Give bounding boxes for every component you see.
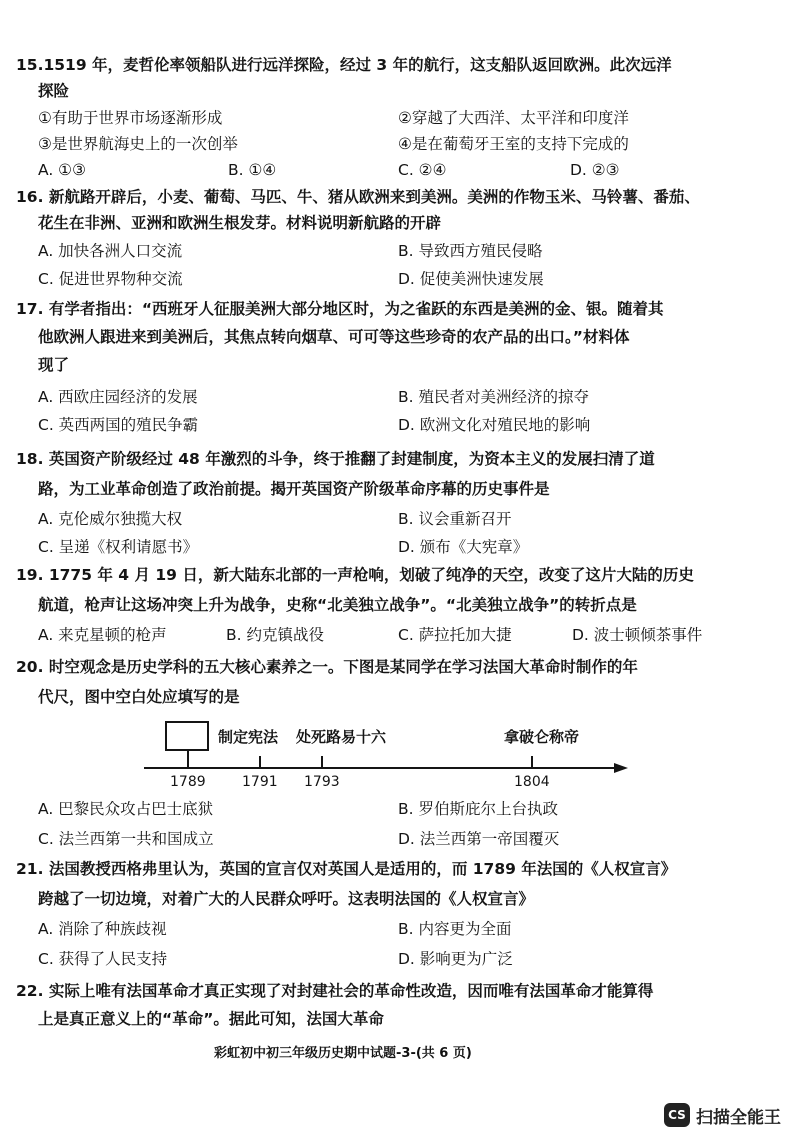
- q15-statement-1: ①有助于世界市场逐渐形成: [38, 109, 223, 127]
- timeline-blank-box: [166, 722, 208, 750]
- timeline-year-1789: 1789: [170, 774, 206, 790]
- q18-stem-line1: 18. 英国资产阶级经过 48 年激烈的斗争，终于推翻了封建制度，为资本主义的发展扫清了道: [16, 450, 655, 468]
- q19-option-c: C. 萨拉托加大捷: [398, 626, 512, 644]
- q20-option-d: D. 法兰西第一帝国覆灭: [398, 830, 560, 848]
- q21-option-c: C. 获得了人民支持: [38, 950, 168, 968]
- q15-option-a: A. ①③: [38, 161, 86, 179]
- timeline-label-execution: 处死路易十六: [296, 728, 387, 746]
- q17-option-d: D. 欧洲文化对殖民地的影响: [398, 416, 591, 434]
- q19-option-b: B. 约克镇战役: [226, 626, 324, 644]
- timeline-year-1791: 1791: [242, 774, 278, 790]
- q21-option-b: B. 内容更为全面: [398, 920, 512, 938]
- timeline-label-constitution: 制定宪法: [218, 728, 279, 746]
- q17-option-a: A. 西欧庄园经济的发展: [38, 388, 198, 406]
- q21-stem-line1: 21. 法国教授西格弗里认为，英国的宣言仅对英国人是适用的，而 1789 年法国的《人权宣言》: [16, 860, 677, 878]
- camscanner-logo-icon: CS: [664, 1103, 690, 1127]
- q20-stem-line2: 代尺，图中空白处应填写的是: [38, 688, 240, 706]
- q18-option-c: C. 呈递《权利请愿书》: [38, 538, 199, 556]
- q21-stem-line2: 跨越了一切边境，对着广大的人民群众呼吁。这表明法国的《人权宣言》: [38, 890, 535, 908]
- q17-option-b: B. 殖民者对美洲经济的掠夺: [398, 388, 589, 406]
- q20-option-b: B. 罗伯斯庇尔上台执政: [398, 800, 558, 818]
- q17-stem-line3: 现了: [38, 356, 70, 374]
- q16-option-c: C. 促进世界物种交流: [38, 270, 183, 288]
- q19-option-d: D. 波士顿倾茶事件: [572, 626, 703, 644]
- q18-option-d: D. 颁布《大宪章》: [398, 538, 529, 556]
- watermark-text: 扫描全能王: [696, 1107, 781, 1128]
- q15-statement-4: ④是在葡萄牙王室的支持下完成的: [398, 135, 629, 153]
- q16-option-b: B. 导致西方殖民侵略: [398, 242, 543, 260]
- q15-stem-line2: 探险: [38, 82, 70, 100]
- q15-option-c: C. ②④: [398, 161, 447, 179]
- q19-stem-line2: 航道，枪声让这场冲突上升为战争，史称“北美独立战争”。“北美独立战争”的转折点是: [38, 596, 637, 614]
- q22-stem-line1: 22. 实际上唯有法国革命才真正实现了对封建社会的革命性改造，因而唯有法国革命才能算得: [16, 982, 654, 1000]
- q19-option-a: A. 来克星顿的枪声: [38, 626, 167, 644]
- q20-option-a: A. 巴黎民众攻占巴士底狱: [38, 800, 214, 818]
- timeline-year-1793: 1793: [304, 774, 340, 790]
- q15-statement-3: ③是世界航海史上的一次创举: [38, 135, 238, 153]
- timeline-label-napoleon: 拿破仑称帝: [504, 728, 580, 746]
- q20-timeline: [130, 712, 650, 792]
- q17-stem-line1: 17. 有学者指出：“西班牙人征服美洲大部分地区时，为之雀跃的东西是美洲的金、银。随着其: [16, 300, 664, 318]
- q18-option-a: A. 克伦威尔独揽大权: [38, 510, 183, 528]
- q19-stem-line1: 19. 1775 年 4 月 19 日，新大陆东北部的一声枪响，划破了纯净的天空，改变了这片大陆的历史: [16, 566, 694, 584]
- page-footer: 彩虹初中初三年级历史期中试题-3-(共 6 页): [214, 1046, 472, 1061]
- q15-statement-2: ②穿越了大西洋、太平洋和印度洋: [398, 109, 629, 127]
- q15-option-b: B. ①④: [228, 161, 277, 179]
- scanner-watermark: [664, 1101, 781, 1129]
- q21-option-a: A. 消除了种族歧视: [38, 920, 167, 938]
- q20-option-c: C. 法兰西第一共和国成立: [38, 830, 214, 848]
- q16-stem-line2: 花生在非洲、亚洲和欧洲生根发芽。材料说明新航路的开辟: [38, 214, 442, 232]
- q16-option-a: A. 加快各洲人口交流: [38, 242, 183, 260]
- q16-option-d: D. 促使美洲快速发展: [398, 270, 544, 288]
- q17-stem-line2: 他欧洲人跟进来到美洲后，其焦点转向烟草、可可等这些珍奇的农产品的出口。”材料体: [38, 328, 630, 346]
- timeline-arrow-icon: [614, 763, 628, 773]
- q17-option-c: C. 英西两国的殖民争霸: [38, 416, 199, 434]
- q22-stem-line2: 上是真正意义上的“革命”。据此可知，法国大革命: [38, 1010, 384, 1028]
- q20-stem-line1: 20. 时空观念是历史学科的五大核心素养之一。下图是某同学在学习法国大革命时制作的年: [16, 658, 638, 676]
- timeline-year-1804: 1804: [514, 774, 550, 790]
- q16-stem-line1: 16. 新航路开辟后，小麦、葡萄、马匹、牛、猪从欧洲来到美洲。美洲的作物玉米、马铃薯、番茄、: [16, 188, 700, 206]
- q18-option-b: B. 议会重新召开: [398, 510, 512, 528]
- q15-option-d: D. ②③: [570, 161, 620, 179]
- q21-option-d: D. 影响更为广泛: [398, 950, 513, 968]
- q15-stem-line1: 15.1519 年，麦哲伦率领船队进行远洋探险，经过 3 年的航行，这支船队返回欧洲。此次远洋: [16, 56, 672, 74]
- q18-stem-line2: 路，为工业革命创造了政治前提。揭开英国资产阶级革命序幕的历史事件是: [38, 480, 550, 498]
